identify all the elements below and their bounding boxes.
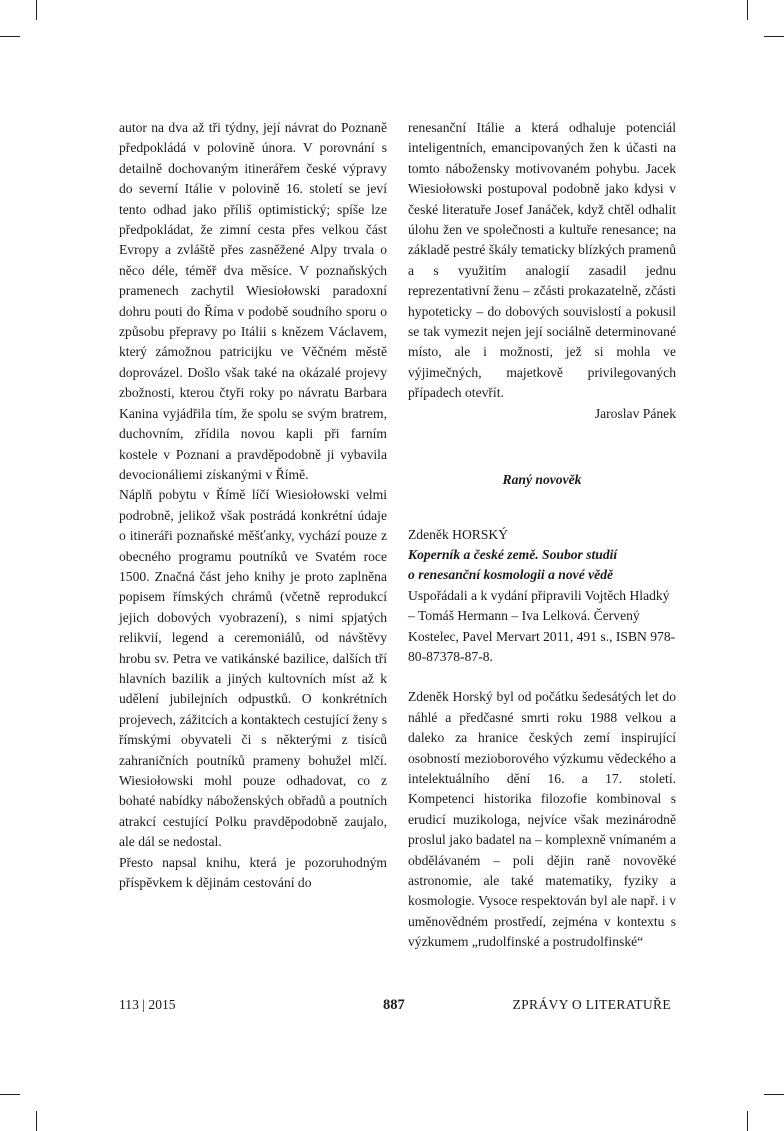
footer-volume: 113 | 2015 — [119, 997, 176, 1012]
review-signature: Jaroslav Pánek — [594, 405, 676, 421]
crop-mark-top-right-h — [764, 36, 784, 37]
paragraph: autor na dva až tři týdny, její návrat do Poznaně předpokládá v polovině února. V porovnání s detailně dochovaným itinerářem české výpravy do severní Itálie v polovině 16. století se jeví tento odhad jako příliš optimistický; spíše lze předpokládat, že zimní cesta přes velkou část Evropy a zvláště přes zasněžené Alpy trvala o něco déle, téměř dva měsíce. V poznaňských pramenech zachytil Wiesiołowski paradoxní dohru pouti do Říma v podobě soudního sporu o způsobu přepravy po Itálii s knězem Václavem, který zámožnou patricijku ve Věčném městě doprovázel. Došlo však také na okázalé projevy zbožnosti, kterou čtyři roky po návratu Barbara Kanina vyjádřila tím, že spolu se svým bratrem, duchovním, zřídila novou kapli při farním kostele v Poznani a pravděpodobně ji vybavila devocionáliemi získanými v Římě. — [119, 120, 387, 482]
book-author: Zdeněk HORSKÝ — [408, 526, 509, 542]
crop-mark-top-right — [747, 0, 748, 20]
review-paragraph: Zdeněk Horský byl od počátku šedesátých let do náhlé a předčasné smrti roku 1988 velkou a daleko za hranice českých zemí inspirující osobností mezioborového výzkumu vědeckého a intelektuálního dění 16. a 17. století. Kompetenci historika filozofie kombinoval s erudicí muzikologa, nejvíce však mezinárodně proslul jako badatel na – komplexně vnímaném a obdělávaném – poli dějin raně novověké astronomie, ale také matematiky, fyziky a kosmologie. Vysoce respektován byl ale např. i v uměnovědném prostředí, zejména v kontextu s výzkumem „rudolfinské a postrudolfinské“ — [408, 689, 676, 950]
section-heading: Raný novověk — [502, 472, 582, 488]
crop-mark-bottom-left-h — [0, 1094, 20, 1095]
paragraph: Přesto napsal knihu, která je pozoruhodným příspěvkem k dějinám cestování do — [119, 854, 387, 891]
paragraph: Náplň pobytu v Římě líčí Wiesiołowski velmi podrobně, jelikož však postrádá konkrétní údaje o itineráři poznaňské měšťanky, vychází pouze z obecného programu poutníků ve Svatém roce 1500. Značná část jeho knihy je proto zaplněna popisem římských chrámů (včetně reprodukcí jejich dobových vyobrazení), s nimi spjatých relikvií, legend a ceremoniálů, od návštěvy hrobu sv. Petra ve vatikánské bazilice, dalších tří hlavních bazilik a jiných kultovních míst až k udělení jubilejních odpustků. O konkrétních projevech, zážitcích a kontaktech cestující ženy s římskými obyvateli či s některými z tisíců zahraničních poutníků prameny bohužel mlčí. Wiesiołowski mohl pouze odhadovat, co z bohaté nabídky náboženských obřadů a poutních atrakcí cestující Polku pravděpodobně zaujalo, ale dál se nedostal. — [119, 487, 387, 850]
left-column — [119, 118, 387, 893]
footer-section: ZPRÁVY O LITERATUŘE — [512, 997, 671, 1012]
book-title-line2: o renesanční kosmologii a nové vědě — [408, 567, 614, 583]
crop-mark-bottom-right — [747, 1111, 748, 1131]
crop-mark-top-left-h — [0, 36, 20, 37]
paragraph: renesanční Itálie a která odhaluje potenciál inteligentních, emancipovaných žen k účasti na tomto nábožensky motivovaném pohybu. Jacek Wiesiołowski postupoval podobně jako kdysi v české literatuře Josef Janáček, když chtěl odhalit úlohu žen ve společnosti a kultuře renesance; na základě pestré škály tematicky blízkých pramenů a s využitím analogií zasadil jednu reprezentativní ženu – zčásti prokazatelně, zčásti hypoteticky – do dobových souvislostí a pokusil se tak vymezit nejen její sociálně determinované místo, ale i možnosti, jež si mohla ve výjimečných, majetkově privilegovaných případech otevřít. — [408, 120, 676, 401]
book-entry — [408, 525, 676, 668]
book-bibliography: Uspořádali a k vydání připravili Vojtěch Hladký – Tomáš Hermann – Iva Lelková. Červený Kostelec, Pavel Mervart 2011, 491 s., ISBN 978-80-87378-87-8. — [408, 587, 676, 664]
crop-mark-bottom-left — [36, 1111, 37, 1131]
book-title-line1: Koperník a české země. Soubor studií — [408, 546, 618, 562]
right-column — [408, 118, 676, 953]
crop-mark-bottom-right-h — [764, 1094, 784, 1095]
crop-mark-top-left — [36, 0, 37, 20]
page-number: 887 — [383, 997, 405, 1013]
